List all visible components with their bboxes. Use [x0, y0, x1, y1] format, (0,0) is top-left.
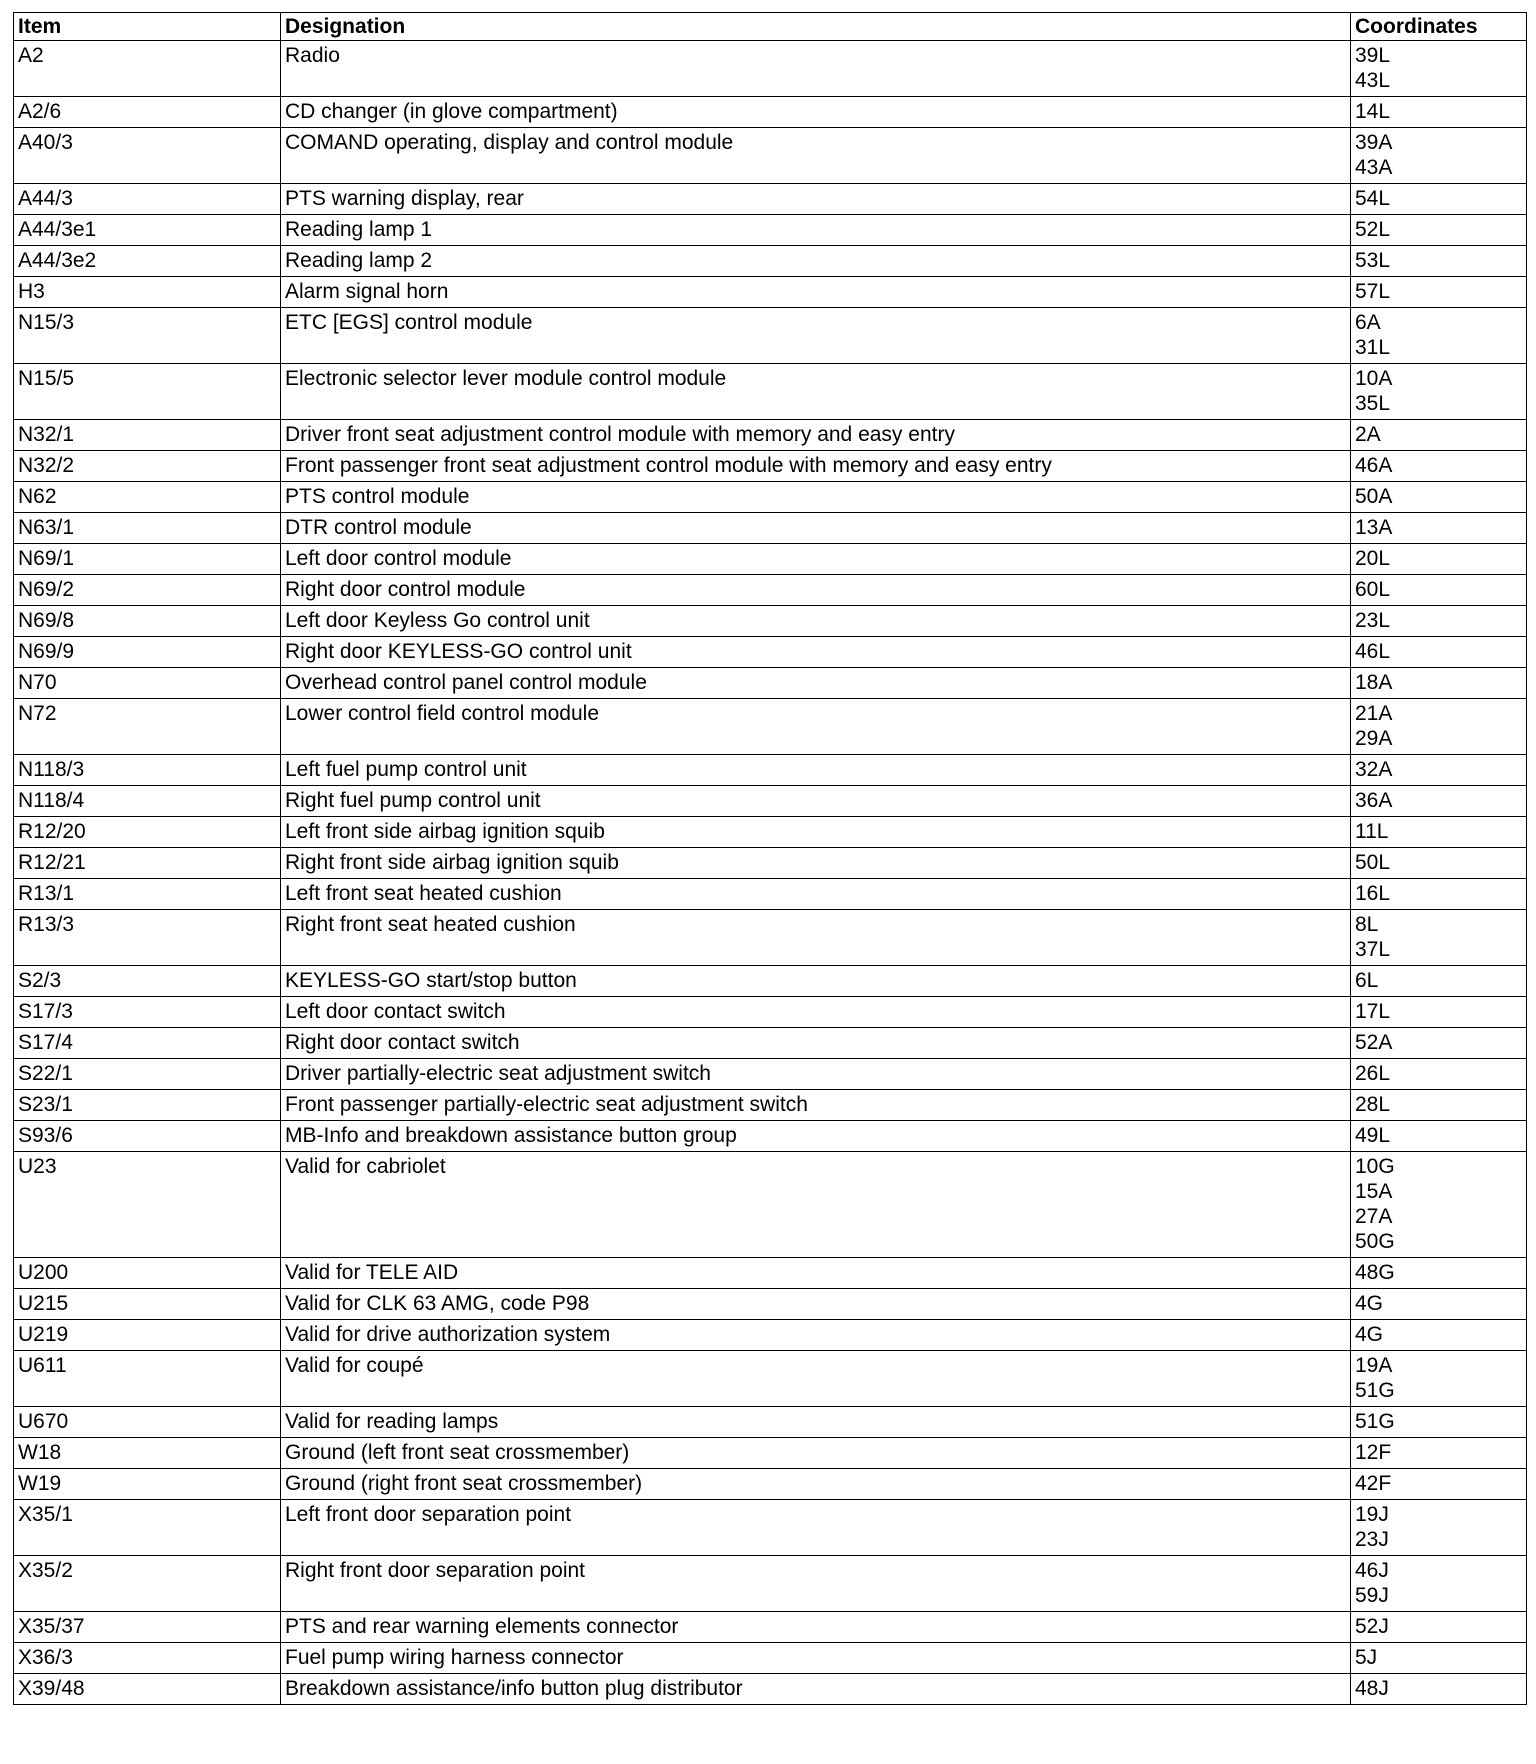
table-row [14, 668, 1527, 699]
cell-item: N15/3 [14, 308, 281, 364]
cell-item: S23/1 [14, 1090, 281, 1121]
header-coordinates: Coordinates [1351, 13, 1527, 41]
cell-designation: Reading lamp 1 [281, 215, 1351, 246]
cell-coordinates [1351, 1438, 1527, 1469]
cell-item: R13/3 [14, 910, 281, 966]
cell-coordinates [1351, 606, 1527, 637]
coordinate-value: 19A [1355, 1354, 1393, 1377]
cell-item: S17/4 [14, 1028, 281, 1059]
cell-coordinates [1351, 128, 1527, 184]
cell-designation: Left door control module [281, 544, 1351, 575]
cell-item: S17/3 [14, 997, 281, 1028]
cell-item: U670 [14, 1407, 281, 1438]
cell-designation: Breakdown assistance/info button plug distributor [281, 1674, 1351, 1705]
table-row [14, 97, 1527, 128]
table-row [14, 637, 1527, 668]
table-row [14, 1289, 1527, 1320]
coordinate-value: 12F [1355, 1441, 1392, 1464]
table-row [14, 246, 1527, 277]
coordinate-value: 5J [1355, 1646, 1378, 1669]
cell-designation: KEYLESS-GO start/stop button [281, 966, 1351, 997]
cell-designation: Left front seat heated cushion [281, 879, 1351, 910]
table-row [14, 1612, 1527, 1643]
table-row [14, 1059, 1527, 1090]
header-row [14, 13, 1527, 41]
coordinate-value: 6L [1355, 969, 1379, 992]
cell-item: U200 [14, 1258, 281, 1289]
cell-coordinates [1351, 308, 1527, 364]
cell-designation: Valid for CLK 63 AMG, code P98 [281, 1289, 1351, 1320]
table-row [14, 1258, 1527, 1289]
coordinate-value: 54L [1355, 187, 1391, 210]
cell-coordinates [1351, 848, 1527, 879]
cell-item: S93/6 [14, 1121, 281, 1152]
coordinate-value: 46A [1355, 454, 1393, 477]
coordinate-value: 51G [1355, 1410, 1395, 1433]
cell-item: U23 [14, 1152, 281, 1258]
table-row [14, 817, 1527, 848]
table-row [14, 1028, 1527, 1059]
cell-designation: Left fuel pump control unit [281, 755, 1351, 786]
table-row [14, 848, 1527, 879]
cell-item: N69/9 [14, 637, 281, 668]
table-row [14, 544, 1527, 575]
coordinate-value: 59J [1355, 1584, 1389, 1607]
cell-item: S2/3 [14, 966, 281, 997]
cell-coordinates [1351, 246, 1527, 277]
cell-designation: Ground (left front seat crossmember) [281, 1438, 1351, 1469]
cell-coordinates [1351, 1289, 1527, 1320]
cell-item: N118/3 [14, 755, 281, 786]
cell-coordinates [1351, 997, 1527, 1028]
cell-designation: Lower control field control module [281, 699, 1351, 755]
cell-item: A44/3 [14, 184, 281, 215]
coordinate-value: 49L [1355, 1124, 1391, 1147]
cell-item: X35/1 [14, 1500, 281, 1556]
table-row [14, 1469, 1527, 1500]
cell-coordinates [1351, 1152, 1527, 1258]
cell-item: N63/1 [14, 513, 281, 544]
table-row [14, 41, 1527, 97]
cell-designation: Right front door separation point [281, 1556, 1351, 1612]
cell-item: N69/2 [14, 575, 281, 606]
table-row [14, 215, 1527, 246]
cell-item: H3 [14, 277, 281, 308]
table-row [14, 755, 1527, 786]
coordinate-value: 21A [1355, 702, 1393, 725]
cell-designation: Reading lamp 2 [281, 246, 1351, 277]
cell-coordinates [1351, 1320, 1527, 1351]
cell-designation: COMAND operating, display and control module [281, 128, 1351, 184]
coordinate-value: 52J [1355, 1615, 1389, 1638]
cell-coordinates [1351, 575, 1527, 606]
coordinate-value: 16L [1355, 882, 1391, 905]
cell-designation: Right door contact switch [281, 1028, 1351, 1059]
component-legend-table [13, 12, 1527, 1705]
table-row [14, 1407, 1527, 1438]
table-row [14, 1121, 1527, 1152]
cell-item: U219 [14, 1320, 281, 1351]
cell-item: N32/2 [14, 451, 281, 482]
cell-designation: Alarm signal horn [281, 277, 1351, 308]
coordinate-value: 48G [1355, 1261, 1395, 1284]
cell-coordinates [1351, 1643, 1527, 1674]
coordinate-value: 29A [1355, 727, 1393, 750]
cell-item: N118/4 [14, 786, 281, 817]
coordinate-value: 32A [1355, 758, 1393, 781]
cell-coordinates [1351, 420, 1527, 451]
cell-item: U611 [14, 1351, 281, 1407]
coordinate-value: 4G [1355, 1292, 1384, 1315]
cell-coordinates [1351, 215, 1527, 246]
coordinate-value: 13A [1355, 516, 1393, 539]
cell-coordinates [1351, 1612, 1527, 1643]
cell-designation: Fuel pump wiring harness connector [281, 1643, 1351, 1674]
cell-coordinates [1351, 755, 1527, 786]
cell-item: A44/3e1 [14, 215, 281, 246]
cell-item: X35/37 [14, 1612, 281, 1643]
table-row [14, 1351, 1527, 1407]
cell-coordinates [1351, 1556, 1527, 1612]
cell-designation: Right fuel pump control unit [281, 786, 1351, 817]
cell-designation: Front passenger front seat adjustment control module with memory and easy entry [281, 451, 1351, 482]
coordinate-value: 37L [1355, 938, 1391, 961]
cell-item: U215 [14, 1289, 281, 1320]
table-row [14, 128, 1527, 184]
coordinate-value: 39L [1355, 44, 1391, 67]
coordinate-value: 6A [1355, 311, 1381, 334]
table-row [14, 966, 1527, 997]
cell-designation: Valid for drive authorization system [281, 1320, 1351, 1351]
cell-designation: ETC [EGS] control module [281, 308, 1351, 364]
coordinate-value: 46L [1355, 640, 1391, 663]
cell-coordinates [1351, 1059, 1527, 1090]
cell-coordinates [1351, 966, 1527, 997]
table-row [14, 1320, 1527, 1351]
cell-item: N70 [14, 668, 281, 699]
cell-item: X39/48 [14, 1674, 281, 1705]
table-row [14, 308, 1527, 364]
table-row [14, 1674, 1527, 1705]
cell-designation: Driver partially-electric seat adjustment switch [281, 1059, 1351, 1090]
cell-coordinates [1351, 451, 1527, 482]
coordinate-value: 46J [1355, 1559, 1389, 1582]
cell-designation: PTS warning display, rear [281, 184, 1351, 215]
table-row [14, 997, 1527, 1028]
coordinate-value: 2A [1355, 423, 1381, 446]
cell-coordinates [1351, 544, 1527, 575]
cell-coordinates [1351, 910, 1527, 966]
table-row [14, 482, 1527, 513]
coordinate-value: 10A [1355, 367, 1393, 390]
cell-designation: Ground (right front seat crossmember) [281, 1469, 1351, 1500]
coordinate-value: 8L [1355, 913, 1379, 936]
cell-item: N15/5 [14, 364, 281, 420]
coordinate-value: 15A [1355, 1180, 1393, 1203]
cell-item: N32/1 [14, 420, 281, 451]
cell-coordinates [1351, 277, 1527, 308]
table-row [14, 184, 1527, 215]
table-row [14, 513, 1527, 544]
coordinate-value: 60L [1355, 578, 1391, 601]
table-row [14, 1152, 1527, 1258]
coordinate-value: 53L [1355, 249, 1391, 272]
cell-item: W19 [14, 1469, 281, 1500]
coordinate-value: 57L [1355, 280, 1391, 303]
cell-designation: PTS and rear warning elements connector [281, 1612, 1351, 1643]
cell-coordinates [1351, 1028, 1527, 1059]
cell-designation: Right door KEYLESS-GO control unit [281, 637, 1351, 668]
cell-item: N69/8 [14, 606, 281, 637]
table-row [14, 786, 1527, 817]
cell-item: X36/3 [14, 1643, 281, 1674]
cell-designation: CD changer (in glove compartment) [281, 97, 1351, 128]
coordinate-value: 39A [1355, 131, 1393, 154]
coordinate-value: 18A [1355, 671, 1393, 694]
coordinate-value: 17L [1355, 1000, 1391, 1023]
coordinate-value: 51G [1355, 1379, 1395, 1402]
cell-designation: Left door Keyless Go control unit [281, 606, 1351, 637]
table-row [14, 1500, 1527, 1556]
cell-item: X35/2 [14, 1556, 281, 1612]
cell-coordinates [1351, 699, 1527, 755]
cell-coordinates [1351, 1258, 1527, 1289]
coordinate-value: 52A [1355, 1031, 1393, 1054]
cell-item: W18 [14, 1438, 281, 1469]
coordinate-value: 10G [1355, 1155, 1395, 1178]
table-row [14, 451, 1527, 482]
table-header [14, 13, 1527, 41]
table-row [14, 1090, 1527, 1121]
coordinate-value: 36A [1355, 789, 1393, 812]
cell-coordinates [1351, 668, 1527, 699]
table-row [14, 606, 1527, 637]
cell-coordinates [1351, 97, 1527, 128]
cell-designation: Valid for TELE AID [281, 1258, 1351, 1289]
cell-coordinates [1351, 879, 1527, 910]
header-item: Item [14, 13, 281, 41]
table-row [14, 277, 1527, 308]
cell-designation: Left front door separation point [281, 1500, 1351, 1556]
coordinate-value: 42F [1355, 1472, 1392, 1495]
header-designation: Designation [281, 13, 1351, 41]
cell-coordinates [1351, 1090, 1527, 1121]
cell-designation: Radio [281, 41, 1351, 97]
coordinate-value: 48J [1355, 1677, 1389, 1700]
cell-coordinates [1351, 41, 1527, 97]
coordinate-value: 4G [1355, 1323, 1384, 1346]
cell-designation: Valid for coupé [281, 1351, 1351, 1407]
table-body [14, 41, 1527, 1705]
cell-item: A2 [14, 41, 281, 97]
coordinate-value: 52L [1355, 218, 1391, 241]
table-row [14, 1556, 1527, 1612]
cell-designation: Valid for cabriolet [281, 1152, 1351, 1258]
cell-designation: Right door control module [281, 575, 1351, 606]
coordinate-value: 31L [1355, 336, 1391, 359]
table-row [14, 699, 1527, 755]
coordinate-value: 50G [1355, 1230, 1395, 1253]
cell-coordinates [1351, 1407, 1527, 1438]
table-row [14, 364, 1527, 420]
cell-designation: Electronic selector lever module control module [281, 364, 1351, 420]
coordinate-value: 43L [1355, 69, 1391, 92]
coordinate-value: 26L [1355, 1062, 1391, 1085]
cell-designation: Right front seat heated cushion [281, 910, 1351, 966]
coordinate-value: 14L [1355, 100, 1391, 123]
table-row [14, 879, 1527, 910]
cell-item: R12/20 [14, 817, 281, 848]
table-row [14, 910, 1527, 966]
cell-designation: DTR control module [281, 513, 1351, 544]
coordinate-value: 20L [1355, 547, 1391, 570]
cell-coordinates [1351, 1351, 1527, 1407]
coordinate-value: 27A [1355, 1205, 1393, 1228]
cell-item: A44/3e2 [14, 246, 281, 277]
coordinate-value: 19J [1355, 1503, 1389, 1526]
coordinate-value: 50A [1355, 485, 1393, 508]
cell-item: A40/3 [14, 128, 281, 184]
cell-coordinates [1351, 1121, 1527, 1152]
cell-coordinates [1351, 1674, 1527, 1705]
cell-designation: Valid for reading lamps [281, 1407, 1351, 1438]
cell-designation: PTS control module [281, 482, 1351, 513]
cell-designation: Right front side airbag ignition squib [281, 848, 1351, 879]
table-row [14, 1438, 1527, 1469]
cell-item: N69/1 [14, 544, 281, 575]
coordinate-value: 23L [1355, 609, 1391, 632]
coordinate-value: 23J [1355, 1528, 1389, 1551]
coordinate-value: 11L [1355, 820, 1389, 843]
coordinate-value: 28L [1355, 1093, 1391, 1116]
coordinate-value: 50L [1355, 851, 1391, 874]
cell-item: A2/6 [14, 97, 281, 128]
cell-coordinates [1351, 786, 1527, 817]
table-row [14, 420, 1527, 451]
coordinate-value: 35L [1355, 392, 1391, 415]
cell-coordinates [1351, 1469, 1527, 1500]
cell-coordinates [1351, 482, 1527, 513]
cell-item: R12/21 [14, 848, 281, 879]
cell-coordinates [1351, 1500, 1527, 1556]
cell-designation: Front passenger partially-electric seat adjustment switch [281, 1090, 1351, 1121]
cell-designation: Left front side airbag ignition squib [281, 817, 1351, 848]
cell-coordinates [1351, 184, 1527, 215]
cell-item: N62 [14, 482, 281, 513]
cell-coordinates [1351, 513, 1527, 544]
cell-coordinates [1351, 637, 1527, 668]
table-row [14, 1643, 1527, 1674]
table-row [14, 575, 1527, 606]
cell-designation: Left door contact switch [281, 997, 1351, 1028]
cell-designation: MB-Info and breakdown assistance button group [281, 1121, 1351, 1152]
cell-coordinates [1351, 817, 1527, 848]
cell-item: S22/1 [14, 1059, 281, 1090]
cell-designation: Driver front seat adjustment control module with memory and easy entry [281, 420, 1351, 451]
cell-coordinates [1351, 364, 1527, 420]
coordinate-value: 43A [1355, 156, 1393, 179]
cell-designation: Overhead control panel control module [281, 668, 1351, 699]
cell-item: N72 [14, 699, 281, 755]
cell-item: R13/1 [14, 879, 281, 910]
